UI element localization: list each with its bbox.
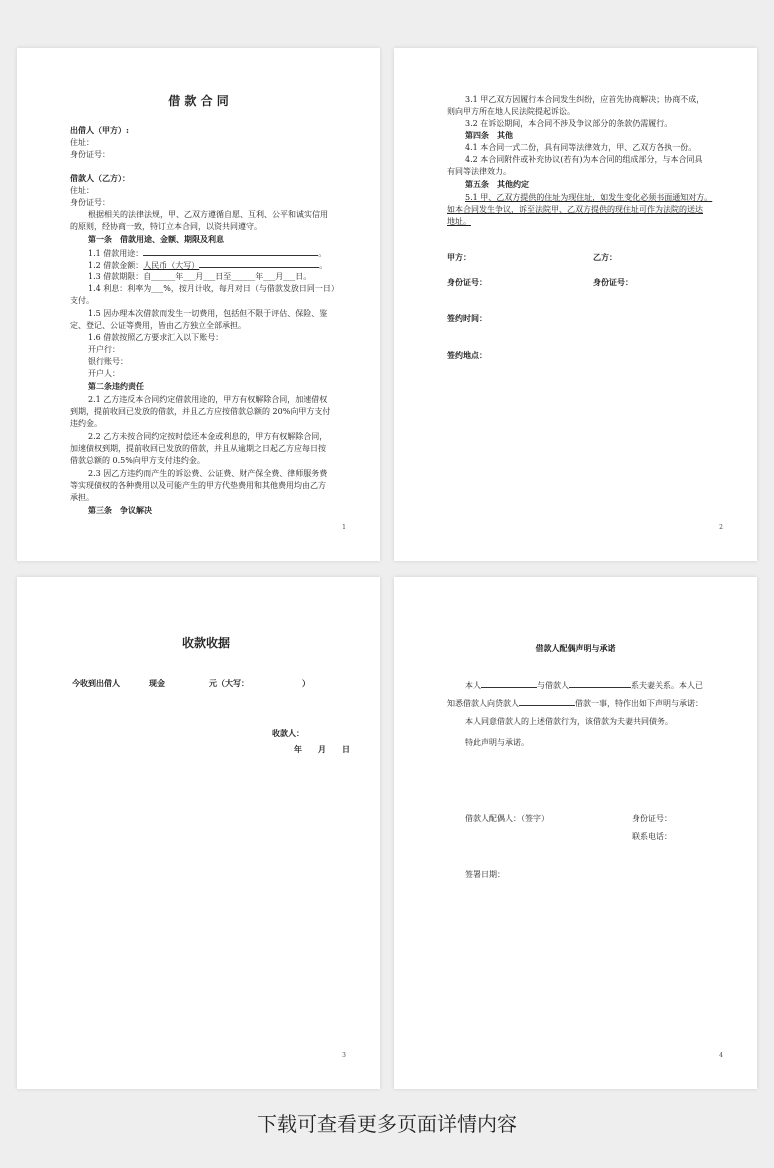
statement-line-3: 本人同意借款人的上述借款行为，该借款为夫妻共同债务。 — [465, 717, 673, 726]
clause-2-2a: 2.2 乙方未按合同约定按时偿还本金或利息的，甲方有权解除合同， — [88, 432, 328, 441]
clause-1-5a: 1.5 因办理本次借款而发生一切费用，包括但不限于评估、保险、鉴 — [88, 309, 328, 318]
clause-1-4b: 支付。 — [70, 296, 94, 305]
sign-time: 签约时间： — [447, 313, 487, 323]
statement-line-1: 本人 与借款人 系夫妻关系。本人已 — [465, 681, 703, 690]
clause-5-1c: 地址。 — [447, 217, 471, 226]
party-a-id: 身份证号： — [447, 277, 487, 287]
statement-line-2: 知悉借款人向贷款人 借款一事，特作出如下声明与承诺： — [447, 699, 703, 708]
clause-1-5b: 定、登记、公证等费用，皆由乙方独立全部承担。 — [70, 321, 246, 330]
lender-label: 出借人（甲方）: — [70, 125, 129, 135]
article-2-heading: 第二条违约责任 — [88, 381, 144, 391]
spouse-signature: 借款人配偶人：（签字） — [465, 814, 549, 823]
clause-5-1a: 5.1 甲、乙双方提供的住址为现住址，如发生变化必须书面通知对方。 — [465, 193, 713, 202]
clause-2-2b: 加速债权到期，提前收回已发放的借款，并且从逾期之日起乙方应每日按 — [70, 444, 326, 453]
intro-line-2: 的原则，经协商一致，特订立本合同，以资共同遵守。 — [70, 222, 262, 231]
holder-field: 开户人： — [88, 369, 120, 378]
cash-label: 现金 — [149, 678, 165, 688]
article-4-heading: 第四条 其他 — [465, 130, 513, 140]
clause-3-1b: 则向甲方所在地人民法院提起诉讼。 — [447, 107, 575, 116]
clause-2-1b: 到期，提前收回已发放的借款，并且乙方应按借款总额的 20%向甲方支付 — [70, 407, 331, 416]
page-number: 3 — [342, 1052, 346, 1059]
intro-line-1: 根据相关的法律法规，甲、乙双方遵循自愿、互利、公平和诚实信用 — [88, 210, 328, 219]
party-b-id: 身份证号： — [593, 277, 633, 287]
clause-2-1c: 违约金。 — [70, 419, 102, 428]
lender-address: 住址： — [70, 138, 94, 147]
payee-label: 收款人： — [272, 728, 304, 738]
borrower-label: 借款人（乙方）： — [70, 173, 130, 183]
party-a-label: 甲方： — [447, 252, 471, 262]
contract-page-2 — [394, 48, 757, 561]
clause-2-1a: 2.1 乙方违反本合同约定借款用途的，甲方有权解除合同，加速借权 — [88, 395, 328, 404]
clause-5-1b: 如本合同发生争议，诉至法院甲、乙双方提供的现住址可作为法院的送达 — [447, 205, 703, 214]
received-from-label: 今收到出借人 — [72, 678, 120, 688]
spouse-id: 身份证号： — [632, 814, 672, 823]
bank-field: 开户行： — [88, 345, 120, 354]
sign-place: 签约地点： — [447, 350, 487, 360]
receipt-page — [17, 577, 380, 1089]
contract-page-1 — [17, 48, 380, 561]
page-number: 1 — [342, 524, 346, 531]
spouse-phone: 联系电话： — [632, 832, 672, 841]
clause-2-3b: 等实现债权的各种费用以及可能产生的甲方代垫费用和其他费用均由乙方 — [70, 481, 326, 490]
sign-date: 签署日期： — [465, 870, 505, 879]
spouse-statement-page — [394, 577, 757, 1089]
clause-1-3: 1.3 借款期限：自______年___月___日至______年___月___日。 — [88, 272, 312, 281]
article-1-heading: 第一条 借款用途、金额、期限及利息 — [88, 234, 224, 244]
article-5-heading: 第五条 其他约定 — [465, 179, 529, 189]
amount-close-paren: ） — [302, 678, 310, 688]
clause-4-2b: 有同等法律效力。 — [447, 167, 511, 176]
page-number: 2 — [719, 524, 723, 531]
amount-words-label: 元（大写： — [209, 678, 249, 688]
receipt-date: 年 月 日 — [294, 744, 350, 754]
clause-3-1a: 3.1 甲乙双方因履行本合同发生纠纷，应首先协商解决；协商不成， — [465, 95, 705, 104]
preview-caption: 下载可查看更多页面详情内容 — [257, 1112, 517, 1136]
article-3-heading: 第三条 争议解决 — [88, 505, 152, 515]
clause-2-2c: 借款总额的 0.5%向甲方支付违约金。 — [70, 456, 205, 465]
party-b-label: 乙方： — [593, 252, 617, 262]
clause-2-3a: 2.3 因乙方违约而产生的诉讼费、公证费、财产保全费、律师服务费 — [88, 469, 328, 478]
clause-4-1: 4.1 本合同一式二份，具有同等法律效力，甲、乙双方各执一份。 — [465, 143, 697, 152]
clause-1-1: 1.1 借款用途： 。 — [88, 249, 327, 258]
statement-title: 借款人配偶声明与承诺 — [535, 643, 616, 653]
clause-1-2: 1.2 借款金额：人民币（大写） 。 — [88, 261, 328, 270]
contract-title: 借 款 合 同 — [168, 94, 229, 108]
borrower-address: 住址： — [70, 186, 94, 195]
account-field: 银行账号： — [88, 357, 128, 366]
page-number: 4 — [719, 1052, 723, 1059]
clause-3-2: 3.2 在诉讼期间，本合同不涉及争议部分的条款仍需履行。 — [465, 119, 673, 128]
statement-line-4: 特此声明与承诺。 — [465, 738, 529, 747]
receipt-title: 收款收据 — [182, 636, 231, 650]
clause-1-4a: 1.4 利息：利率为___%，按月计收，每月对日（与借款发放日同一日） — [88, 284, 339, 293]
clause-1-6: 1.6 借款按照乙方要求汇入以下账号： — [88, 333, 224, 342]
lender-id: 身份证号： — [70, 150, 110, 159]
clause-2-3c: 承担。 — [70, 493, 94, 502]
borrower-id: 身份证号： — [70, 198, 110, 207]
clause-4-2a: 4.2 本合同附件或补充协议(若有)为本合同的组成部分，与本合同具 — [465, 155, 703, 164]
